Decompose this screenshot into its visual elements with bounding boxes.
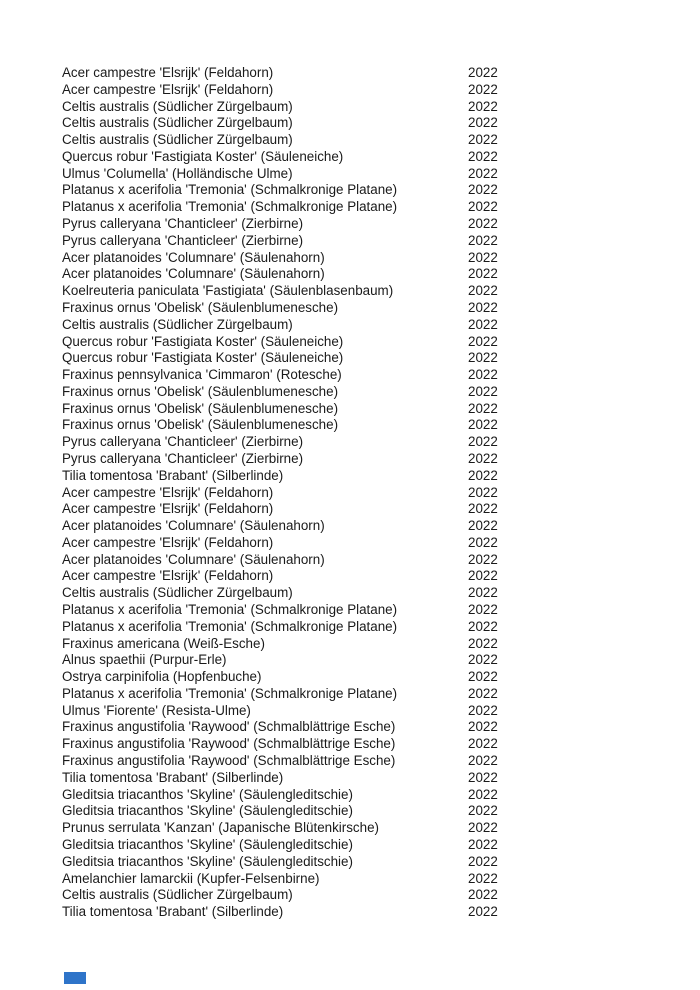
planting-year: 2022 — [468, 769, 498, 785]
species-name: Celtis australis (Südlicher Zürgelbaum) — [62, 98, 293, 114]
planting-year: 2022 — [468, 165, 498, 181]
planting-year: 2022 — [468, 216, 498, 232]
planting-year: 2022 — [468, 232, 498, 248]
species-name: Fraxinus angustifolia 'Raywood' (Schmalblättrige Esche) — [62, 753, 396, 769]
table-row — [62, 787, 662, 804]
table-row — [62, 652, 662, 669]
species-name: Fraxinus ornus 'Obelisk' (Säulenblumenesche) — [62, 400, 339, 416]
species-name: Acer campestre 'Elsrijk' (Feldahorn) — [62, 484, 274, 500]
planting-year: 2022 — [468, 736, 498, 752]
planting-year: 2022 — [468, 249, 498, 265]
table-row — [62, 65, 662, 82]
species-name: Platanus x acerifolia 'Tremonia' (Schmalkronige Platane) — [62, 618, 398, 634]
planting-year: 2022 — [468, 753, 498, 769]
planting-year: 2022 — [468, 383, 498, 399]
planting-year: 2022 — [468, 115, 498, 131]
planting-year: 2022 — [468, 81, 498, 97]
table-row — [62, 854, 662, 871]
species-name: Celtis australis (Südlicher Zürgelbaum) — [62, 585, 293, 601]
planting-year: 2022 — [468, 484, 498, 500]
planting-year: 2022 — [468, 904, 498, 920]
table-row — [62, 334, 662, 351]
planting-year: 2022 — [468, 870, 498, 886]
planting-year: 2022 — [468, 65, 498, 80]
planting-year: 2022 — [468, 585, 498, 601]
table-row — [62, 602, 662, 619]
planting-year: 2022 — [468, 333, 498, 349]
species-name: Tilia tomentosa 'Brabant' (Silberlinde) — [62, 904, 284, 920]
table-row — [62, 501, 662, 518]
planting-year: 2022 — [468, 702, 498, 718]
table-row — [62, 199, 662, 216]
planting-year: 2022 — [468, 568, 498, 584]
planting-year: 2022 — [468, 434, 498, 450]
species-name: Fraxinus ornus 'Obelisk' (Säulenblumenesche) — [62, 299, 339, 315]
table-row — [62, 182, 662, 199]
species-name: Platanus x acerifolia 'Tremonia' (Schmalkronige Platane) — [62, 602, 398, 617]
table-row — [62, 820, 662, 837]
table-row — [62, 82, 662, 99]
species-name: Celtis australis (Südlicher Zürgelbaum) — [62, 316, 293, 332]
species-name: Koelreuteria paniculata 'Fastigiata' (Säulenblasenbaum) — [62, 283, 394, 299]
species-name: Platanus x acerifolia 'Tremonia' (Schmalkronige Platane) — [62, 685, 398, 701]
table-row — [62, 317, 662, 334]
planting-year: 2022 — [468, 669, 498, 685]
table-row — [62, 636, 662, 653]
table-row — [62, 300, 662, 317]
planting-year: 2022 — [468, 786, 498, 802]
species-name: Fraxinus ornus 'Obelisk' (Säulenblumenesche) — [62, 417, 339, 433]
table-row — [62, 518, 662, 535]
species-name: Fraxinus americana (Weiß-Esche) — [62, 635, 265, 651]
planting-year: 2022 — [468, 467, 498, 483]
planting-year: 2022 — [468, 551, 498, 567]
planting-year: 2022 — [468, 450, 498, 466]
planting-year: 2022 — [468, 518, 498, 534]
species-name: Tilia tomentosa 'Brabant' (Silberlinde) — [62, 769, 284, 785]
table-row — [62, 770, 662, 787]
table-row — [62, 166, 662, 183]
species-name: Acer platanoides 'Columnare' (Säulenahorn) — [62, 266, 325, 282]
species-name: Acer campestre 'Elsrijk' (Feldahorn) — [62, 501, 274, 517]
planting-year: 2022 — [468, 602, 498, 617]
species-name: Gleditsia triacanthos 'Skyline' (Säulengleditschie) — [62, 836, 353, 852]
table-row — [62, 468, 662, 485]
species-name: Pyrus calleryana 'Chanticleer' (Zierbirne) — [62, 450, 304, 466]
table-row — [62, 904, 662, 921]
table-row — [62, 417, 662, 434]
table-row — [62, 250, 662, 267]
table-row — [62, 216, 662, 233]
table-row — [62, 384, 662, 401]
table-row — [62, 552, 662, 569]
species-name: Quercus robur 'Fastigiata Koster' (Säuleneiche) — [62, 350, 344, 366]
species-name: Gleditsia triacanthos 'Skyline' (Säulengleditschie) — [62, 786, 353, 802]
planting-year: 2022 — [468, 534, 498, 550]
table-row — [62, 283, 662, 300]
species-name: Fraxinus angustifolia 'Raywood' (Schmalblättrige Esche) — [62, 736, 396, 752]
planting-year: 2022 — [468, 836, 498, 852]
table-row — [62, 149, 662, 166]
table-row — [62, 451, 662, 468]
planting-year: 2022 — [468, 266, 498, 282]
table-row — [62, 619, 662, 636]
species-name: Fraxinus ornus 'Obelisk' (Säulenblumenesche) — [62, 383, 339, 399]
planting-year: 2022 — [468, 98, 498, 114]
planting-year: 2022 — [468, 367, 498, 383]
species-name: Fraxinus pennsylvanica 'Cimmaron' (Rotesche) — [62, 367, 342, 383]
planting-year: 2022 — [468, 719, 498, 735]
table-row — [62, 703, 662, 720]
planting-year: 2022 — [468, 685, 498, 701]
planting-year: 2022 — [468, 350, 498, 366]
table-row — [62, 837, 662, 854]
planting-year: 2022 — [468, 132, 498, 148]
table-row — [62, 669, 662, 686]
table-row — [62, 535, 662, 552]
species-name: Alnus spaethii (Purpur-Erle) — [62, 652, 227, 668]
footer-accent-bar — [64, 972, 86, 984]
species-name: Celtis australis (Südlicher Zürgelbaum) — [62, 115, 293, 131]
table-row — [62, 115, 662, 132]
species-name: Acer campestre 'Elsrijk' (Feldahorn) — [62, 534, 274, 550]
species-name: Pyrus calleryana 'Chanticleer' (Zierbirne) — [62, 216, 304, 232]
planting-year: 2022 — [468, 635, 498, 651]
table-row — [62, 871, 662, 888]
table-row — [62, 803, 662, 820]
planting-year: 2022 — [468, 400, 498, 416]
planting-year: 2022 — [468, 182, 498, 198]
planting-year: 2022 — [468, 316, 498, 332]
planting-year: 2022 — [468, 417, 498, 433]
table-row — [62, 719, 662, 736]
table-row — [62, 367, 662, 384]
planting-year: 2022 — [468, 652, 498, 668]
species-name: Ostrya carpinifolia (Hopfenbuche) — [62, 669, 262, 685]
table-row — [62, 266, 662, 283]
table-row — [62, 568, 662, 585]
species-name: Celtis australis (Südlicher Zürgelbaum) — [62, 132, 293, 148]
planting-year: 2022 — [468, 501, 498, 517]
species-name: Platanus x acerifolia 'Tremonia' (Schmalkronige Platane) — [62, 182, 398, 198]
table-row — [62, 401, 662, 418]
table-row — [62, 686, 662, 703]
species-name: Pyrus calleryana 'Chanticleer' (Zierbirne) — [62, 434, 304, 450]
table-row — [62, 99, 662, 116]
table-row — [62, 485, 662, 502]
planting-year: 2022 — [468, 618, 498, 634]
species-name: Gleditsia triacanthos 'Skyline' (Säulengleditschie) — [62, 853, 353, 869]
species-name: Acer campestre 'Elsrijk' (Feldahorn) — [62, 568, 274, 584]
table-row — [62, 132, 662, 149]
species-name: Ulmus 'Fiorente' (Resista-Ulme) — [62, 702, 251, 718]
species-name: Ulmus 'Columella' (Holländische Ulme) — [62, 165, 293, 181]
planting-year: 2022 — [468, 299, 498, 315]
table-row — [62, 233, 662, 250]
species-name: Acer platanoides 'Columnare' (Säulenahorn) — [62, 518, 325, 534]
planting-year: 2022 — [468, 199, 498, 215]
species-name: Acer platanoides 'Columnare' (Säulenahorn) — [62, 551, 325, 567]
planting-year: 2022 — [468, 803, 498, 819]
species-name: Prunus serrulata 'Kanzan' (Japanische Blütenkirsche) — [62, 820, 379, 836]
species-name: Amelanchier lamarckii (Kupfer-Felsenbirne) — [62, 870, 320, 886]
species-name: Pyrus calleryana 'Chanticleer' (Zierbirne) — [62, 232, 304, 248]
table-row — [62, 585, 662, 602]
species-name: Tilia tomentosa 'Brabant' (Silberlinde) — [62, 467, 284, 483]
species-name: Platanus x acerifolia 'Tremonia' (Schmalkronige Platane) — [62, 199, 398, 215]
table-row — [62, 887, 662, 904]
species-name: Celtis australis (Südlicher Zürgelbaum) — [62, 887, 293, 903]
planting-year: 2022 — [468, 820, 498, 836]
species-name: Acer campestre 'Elsrijk' (Feldahorn) — [62, 81, 274, 97]
planting-year: 2022 — [468, 283, 498, 299]
table-row — [62, 434, 662, 451]
species-name: Quercus robur 'Fastigiata Koster' (Säuleneiche) — [62, 333, 344, 349]
species-name: Acer platanoides 'Columnare' (Säulenahorn) — [62, 249, 325, 265]
species-name: Fraxinus angustifolia 'Raywood' (Schmalblättrige Esche) — [62, 719, 396, 735]
species-name: Gleditsia triacanthos 'Skyline' (Säulengleditschie) — [62, 803, 353, 819]
table-row — [62, 350, 662, 367]
table-row — [62, 736, 662, 753]
tree-species-list — [62, 65, 662, 921]
species-name: Acer campestre 'Elsrijk' (Feldahorn) — [62, 65, 274, 80]
planting-year: 2022 — [468, 148, 498, 164]
species-name: Quercus robur 'Fastigiata Koster' (Säuleneiche) — [62, 148, 344, 164]
planting-year: 2022 — [468, 853, 498, 869]
planting-year: 2022 — [468, 887, 498, 903]
table-row — [62, 753, 662, 770]
